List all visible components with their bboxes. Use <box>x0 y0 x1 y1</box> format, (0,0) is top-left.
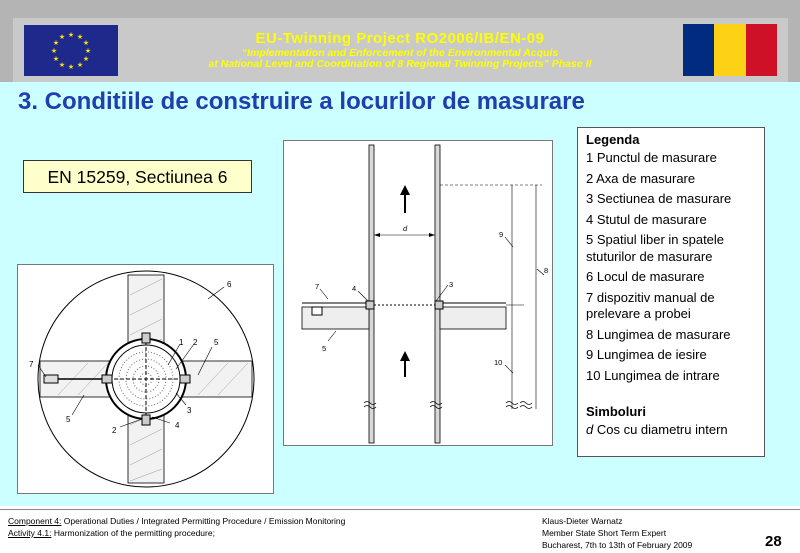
project-subtitle-line2: at National Level and Coordination of 8 Regional Twinning Projects” Phase II <box>208 58 592 70</box>
svg-text:★: ★ <box>52 40 60 47</box>
legend-item: 3 Sectiunea de masurare <box>586 191 732 206</box>
slide-title: 3. Conditiile de construire a locurilor de masurare <box>18 88 585 115</box>
fig-right-label-9: 9 <box>499 230 504 239</box>
fig-right-label-10: 10 <box>494 358 503 367</box>
legend-item: 1 Punctul de masurare <box>586 150 717 165</box>
fig-right-label-7: 7 <box>315 282 320 291</box>
footer-role: Member State Short Term Expert <box>542 528 667 538</box>
fig-left-label-6: 6 <box>227 280 232 289</box>
footer-place-date: Bucharest, 7th to 13th of February 2009 <box>542 540 693 550</box>
svg-text:★: ★ <box>58 34 66 41</box>
svg-text:★: ★ <box>52 56 60 63</box>
svg-text:★: ★ <box>82 56 90 63</box>
symbol-item <box>586 422 756 439</box>
fig-right-label-5: 5 <box>322 344 327 353</box>
legend-item: 9 Lungimea de iesire <box>586 347 707 362</box>
fig-left-label-7: 7 <box>29 360 34 369</box>
footer-activity-text: Harmonization of the permitting procedure; <box>51 528 215 538</box>
fig-left-label-2: 2 <box>193 338 198 347</box>
fig-right-label-8: 8 <box>544 266 549 275</box>
legend-item: 7 dispozitiv manual de prelevare a probei <box>586 289 715 321</box>
legend-item: 5 Spatiul liber in spatele stuturilor de masurare <box>586 232 725 264</box>
legend-item: 10 Lungimea de intrare <box>586 367 720 383</box>
fig-left-label-5b: 5 <box>66 415 71 424</box>
legend-spacer <box>586 388 756 404</box>
symbol-letter: d <box>586 422 594 437</box>
stack-longitudinal-figure <box>283 140 553 446</box>
svg-text:★: ★ <box>82 40 90 47</box>
project-title: EU-Twinning Project RO2006/IB/EN-09 <box>255 30 545 47</box>
svg-text:★: ★ <box>76 34 84 41</box>
fig-left-label-4: 4 <box>175 421 180 430</box>
fig-left-label-2b: 2 <box>112 426 117 435</box>
svg-text:★: ★ <box>76 62 84 69</box>
eu-flag-logo <box>24 25 118 76</box>
legend-item: 8 Lungimea de masurare <box>586 326 731 342</box>
svg-text:★: ★ <box>67 32 75 39</box>
symbol-text: Cos cu diametru intern <box>593 422 728 437</box>
footer-activity <box>8 528 215 538</box>
legend-item: 6 Locul de masurare <box>586 269 705 284</box>
legend-item: 4 Stutul de masurare <box>586 211 707 227</box>
fig-right-label-3: 3 <box>449 280 454 289</box>
footer-activity-label: Activity 4.1: <box>8 528 52 538</box>
fig-left-label-1: 1 <box>179 338 184 347</box>
fig-right-label-d: d <box>403 224 408 233</box>
legend-heading: Legenda <box>586 132 640 147</box>
footer-component-text: Operational Duties / Integrated Permitting Procedure / Emission Monitoring <box>61 516 346 526</box>
fig-left-label-3: 3 <box>187 406 192 415</box>
footer-divider <box>0 509 800 510</box>
romania-flag-logo <box>683 24 777 76</box>
legend-item: 2 Axa de masurare <box>586 170 696 186</box>
page-number: 28 <box>765 533 782 550</box>
project-subtitle-line1: “Implementation and Enforcement of the Environmental Acquis <box>241 47 559 59</box>
footer-component-label: Component 4: <box>8 516 62 526</box>
svg-text:★: ★ <box>67 64 75 71</box>
svg-text:★: ★ <box>58 62 66 69</box>
legend-panel <box>577 127 765 457</box>
svg-text:★: ★ <box>50 48 58 55</box>
standard-reference-box: EN 15259, Sectiunea 6 <box>23 160 252 193</box>
fig-right-label-4: 4 <box>352 284 357 293</box>
footer-author: Klaus-Dieter Warnatz <box>542 516 623 526</box>
symbols-heading: Simboluri <box>586 404 646 419</box>
fig-left-label-5: 5 <box>214 338 219 347</box>
footer-component <box>8 516 345 526</box>
stack-cross-section-figure <box>17 264 274 494</box>
svg-text:★: ★ <box>84 48 92 55</box>
